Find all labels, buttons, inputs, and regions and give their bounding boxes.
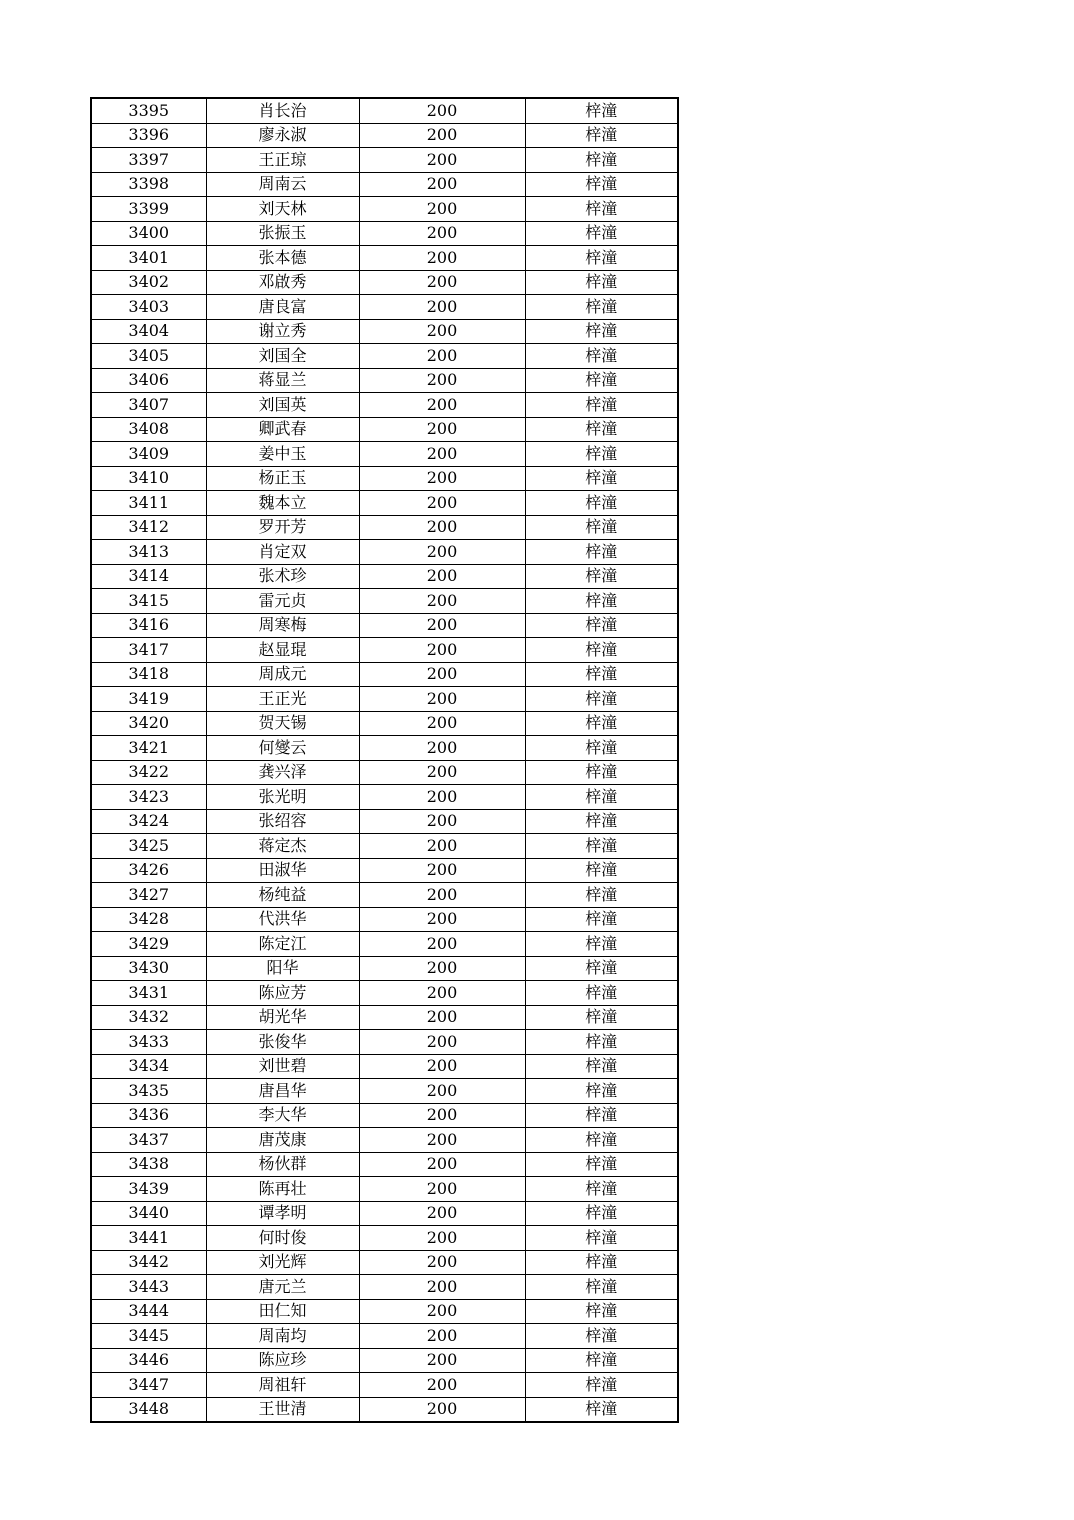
name-cell: 刘光辉 — [206, 1250, 359, 1275]
town-cell: 梓潼 — [525, 1177, 678, 1202]
amount-cell: 200 — [359, 295, 525, 320]
amount-cell: 200 — [359, 662, 525, 687]
amount-cell: 200 — [359, 344, 525, 369]
row-number-cell: 3406 — [91, 368, 206, 393]
table-row — [91, 1005, 678, 1030]
row-number-cell: 3447 — [91, 1373, 206, 1398]
name-cell: 王正琼 — [206, 148, 359, 173]
town-cell: 梓潼 — [525, 172, 678, 197]
amount-cell: 200 — [359, 589, 525, 614]
table-row — [91, 1348, 678, 1373]
amount-cell: 200 — [359, 932, 525, 957]
amount-cell: 200 — [359, 1005, 525, 1030]
row-number-cell: 3417 — [91, 638, 206, 663]
table-row — [91, 809, 678, 834]
amount-cell: 200 — [359, 760, 525, 785]
amount-cell: 200 — [359, 1275, 525, 1300]
name-cell: 杨纯益 — [206, 883, 359, 908]
name-cell: 陈应珍 — [206, 1348, 359, 1373]
town-cell: 梓潼 — [525, 760, 678, 785]
row-number-cell: 3448 — [91, 1397, 206, 1422]
table-row — [91, 687, 678, 712]
table-row — [91, 736, 678, 761]
table-row — [91, 589, 678, 614]
row-number-cell: 3422 — [91, 760, 206, 785]
name-cell: 张术珍 — [206, 564, 359, 589]
name-cell: 胡光华 — [206, 1005, 359, 1030]
name-cell: 何时俊 — [206, 1226, 359, 1251]
row-number-cell: 3411 — [91, 491, 206, 516]
row-number-cell: 3398 — [91, 172, 206, 197]
amount-cell: 200 — [359, 393, 525, 418]
town-cell: 梓潼 — [525, 123, 678, 148]
table-row — [91, 1226, 678, 1251]
town-cell: 梓潼 — [525, 883, 678, 908]
name-cell: 卿武春 — [206, 417, 359, 442]
name-cell: 唐昌华 — [206, 1079, 359, 1104]
amount-cell: 200 — [359, 123, 525, 148]
town-cell: 梓潼 — [525, 1250, 678, 1275]
row-number-cell: 3433 — [91, 1030, 206, 1055]
table-row — [91, 466, 678, 491]
table-row — [91, 907, 678, 932]
row-number-cell: 3440 — [91, 1201, 206, 1226]
amount-cell: 200 — [359, 981, 525, 1006]
name-cell: 周南云 — [206, 172, 359, 197]
amount-cell: 200 — [359, 515, 525, 540]
table-row — [91, 1079, 678, 1104]
amount-cell: 200 — [359, 221, 525, 246]
amount-cell: 200 — [359, 687, 525, 712]
amount-cell: 200 — [359, 834, 525, 859]
name-cell: 陈定江 — [206, 932, 359, 957]
town-cell: 梓潼 — [525, 1324, 678, 1349]
row-number-cell: 3426 — [91, 858, 206, 883]
row-number-cell: 3408 — [91, 417, 206, 442]
row-number-cell: 3397 — [91, 148, 206, 173]
town-cell: 梓潼 — [525, 1226, 678, 1251]
town-cell: 梓潼 — [525, 295, 678, 320]
amount-cell: 200 — [359, 148, 525, 173]
town-cell: 梓潼 — [525, 491, 678, 516]
table-row — [91, 662, 678, 687]
amount-cell: 200 — [359, 1201, 525, 1226]
row-number-cell: 3402 — [91, 270, 206, 295]
row-number-cell: 3437 — [91, 1128, 206, 1153]
table-row — [91, 1201, 678, 1226]
town-cell: 梓潼 — [525, 466, 678, 491]
amount-cell: 200 — [359, 809, 525, 834]
town-cell: 梓潼 — [525, 907, 678, 932]
town-cell: 梓潼 — [525, 638, 678, 663]
town-cell: 梓潼 — [525, 1103, 678, 1128]
name-cell: 张振玉 — [206, 221, 359, 246]
amount-cell: 200 — [359, 907, 525, 932]
table-row — [91, 393, 678, 418]
town-cell: 梓潼 — [525, 1079, 678, 1104]
amount-cell: 200 — [359, 1030, 525, 1055]
table-row — [91, 540, 678, 565]
amount-cell: 200 — [359, 613, 525, 638]
name-cell: 肖长治 — [206, 98, 359, 123]
town-cell: 梓潼 — [525, 736, 678, 761]
table-row — [91, 564, 678, 589]
row-number-cell: 3405 — [91, 344, 206, 369]
amount-cell: 200 — [359, 442, 525, 467]
amount-cell: 200 — [359, 956, 525, 981]
town-cell: 梓潼 — [525, 344, 678, 369]
amount-cell: 200 — [359, 319, 525, 344]
row-number-cell: 3404 — [91, 319, 206, 344]
table-row — [91, 368, 678, 393]
table-row — [91, 1177, 678, 1202]
name-cell: 代洪华 — [206, 907, 359, 932]
name-cell: 杨伙群 — [206, 1152, 359, 1177]
row-number-cell: 3415 — [91, 589, 206, 614]
row-number-cell: 3409 — [91, 442, 206, 467]
name-cell: 贺天锡 — [206, 711, 359, 736]
table-row — [91, 883, 678, 908]
town-cell: 梓潼 — [525, 956, 678, 981]
table-row — [91, 1275, 678, 1300]
table-row — [91, 1324, 678, 1349]
table-row — [91, 295, 678, 320]
amount-cell: 200 — [359, 1079, 525, 1104]
row-number-cell: 3400 — [91, 221, 206, 246]
row-number-cell: 3423 — [91, 785, 206, 810]
name-cell: 刘国英 — [206, 393, 359, 418]
amount-cell: 200 — [359, 417, 525, 442]
table-row — [91, 1250, 678, 1275]
name-cell: 刘世碧 — [206, 1054, 359, 1079]
amount-cell: 200 — [359, 883, 525, 908]
amount-cell: 200 — [359, 98, 525, 123]
name-cell: 唐良富 — [206, 295, 359, 320]
amount-cell: 200 — [359, 1348, 525, 1373]
town-cell: 梓潼 — [525, 858, 678, 883]
table-row — [91, 1128, 678, 1153]
amount-cell: 200 — [359, 1128, 525, 1153]
name-cell: 陈再壮 — [206, 1177, 359, 1202]
row-number-cell: 3434 — [91, 1054, 206, 1079]
row-number-cell: 3429 — [91, 932, 206, 957]
amount-cell: 200 — [359, 1250, 525, 1275]
name-cell: 龚兴泽 — [206, 760, 359, 785]
amount-cell: 200 — [359, 1373, 525, 1398]
table-row — [91, 1152, 678, 1177]
name-cell: 何燮云 — [206, 736, 359, 761]
row-number-cell: 3403 — [91, 295, 206, 320]
table-row — [91, 711, 678, 736]
amount-cell: 200 — [359, 1054, 525, 1079]
town-cell: 梓潼 — [525, 785, 678, 810]
name-cell: 罗开芳 — [206, 515, 359, 540]
amount-cell: 200 — [359, 1324, 525, 1349]
amount-cell: 200 — [359, 540, 525, 565]
row-number-cell: 3421 — [91, 736, 206, 761]
name-cell: 唐元兰 — [206, 1275, 359, 1300]
amount-cell: 200 — [359, 711, 525, 736]
town-cell: 梓潼 — [525, 932, 678, 957]
name-cell: 杨正玉 — [206, 466, 359, 491]
name-cell: 刘国全 — [206, 344, 359, 369]
table-row — [91, 172, 678, 197]
town-cell: 梓潼 — [525, 393, 678, 418]
table-row — [91, 319, 678, 344]
table-row — [91, 834, 678, 859]
table-row — [91, 613, 678, 638]
row-number-cell: 3418 — [91, 662, 206, 687]
row-number-cell: 3412 — [91, 515, 206, 540]
name-cell: 张绍容 — [206, 809, 359, 834]
town-cell: 梓潼 — [525, 834, 678, 859]
town-cell: 梓潼 — [525, 589, 678, 614]
amount-cell: 200 — [359, 736, 525, 761]
name-cell: 陈应芳 — [206, 981, 359, 1006]
row-number-cell: 3424 — [91, 809, 206, 834]
row-number-cell: 3430 — [91, 956, 206, 981]
amount-cell: 200 — [359, 1397, 525, 1422]
name-cell: 张本德 — [206, 246, 359, 271]
table-row — [91, 1299, 678, 1324]
name-cell: 谢立秀 — [206, 319, 359, 344]
town-cell: 梓潼 — [525, 1054, 678, 1079]
town-cell: 梓潼 — [525, 368, 678, 393]
row-number-cell: 3427 — [91, 883, 206, 908]
town-cell: 梓潼 — [525, 319, 678, 344]
table-row — [91, 858, 678, 883]
town-cell: 梓潼 — [525, 711, 678, 736]
table-row — [91, 98, 678, 123]
name-cell: 张俊华 — [206, 1030, 359, 1055]
table-row — [91, 270, 678, 295]
amount-cell: 200 — [359, 1103, 525, 1128]
table-row — [91, 981, 678, 1006]
row-number-cell: 3399 — [91, 197, 206, 222]
amount-cell: 200 — [359, 858, 525, 883]
row-number-cell: 3445 — [91, 1324, 206, 1349]
town-cell: 梓潼 — [525, 1348, 678, 1373]
table-row — [91, 760, 678, 785]
row-number-cell: 3413 — [91, 540, 206, 565]
row-number-cell: 3442 — [91, 1250, 206, 1275]
table-row — [91, 197, 678, 222]
name-cell: 李大华 — [206, 1103, 359, 1128]
table-row — [91, 956, 678, 981]
town-cell: 梓潼 — [525, 613, 678, 638]
table-row — [91, 442, 678, 467]
name-cell: 蒋定杰 — [206, 834, 359, 859]
town-cell: 梓潼 — [525, 981, 678, 1006]
name-cell: 王正光 — [206, 687, 359, 712]
table-row — [91, 417, 678, 442]
amount-cell: 200 — [359, 1177, 525, 1202]
table-row — [91, 785, 678, 810]
row-number-cell: 3395 — [91, 98, 206, 123]
table-row — [91, 1373, 678, 1398]
amount-cell: 200 — [359, 564, 525, 589]
table-row — [91, 491, 678, 516]
table-row — [91, 221, 678, 246]
town-cell: 梓潼 — [525, 270, 678, 295]
town-cell: 梓潼 — [525, 1128, 678, 1153]
row-number-cell: 3425 — [91, 834, 206, 859]
amount-cell: 200 — [359, 197, 525, 222]
table-row — [91, 344, 678, 369]
name-cell: 魏本立 — [206, 491, 359, 516]
amount-cell: 200 — [359, 1299, 525, 1324]
town-cell: 梓潼 — [525, 221, 678, 246]
row-number-cell: 3428 — [91, 907, 206, 932]
row-number-cell: 3401 — [91, 246, 206, 271]
town-cell: 梓潼 — [525, 442, 678, 467]
table-row — [91, 123, 678, 148]
name-cell: 唐茂康 — [206, 1128, 359, 1153]
name-cell: 张光明 — [206, 785, 359, 810]
name-cell: 周南均 — [206, 1324, 359, 1349]
row-number-cell: 3441 — [91, 1226, 206, 1251]
amount-cell: 200 — [359, 1226, 525, 1251]
row-number-cell: 3436 — [91, 1103, 206, 1128]
name-cell: 肖定双 — [206, 540, 359, 565]
town-cell: 梓潼 — [525, 1299, 678, 1324]
town-cell: 梓潼 — [525, 1373, 678, 1398]
town-cell: 梓潼 — [525, 148, 678, 173]
name-cell: 田淑华 — [206, 858, 359, 883]
amount-cell: 200 — [359, 270, 525, 295]
town-cell: 梓潼 — [525, 564, 678, 589]
name-cell: 谭孝明 — [206, 1201, 359, 1226]
town-cell: 梓潼 — [525, 1005, 678, 1030]
table-row — [91, 1397, 678, 1422]
name-cell: 周祖轩 — [206, 1373, 359, 1398]
row-number-cell: 3420 — [91, 711, 206, 736]
name-cell: 蒋显兰 — [206, 368, 359, 393]
town-cell: 梓潼 — [525, 662, 678, 687]
row-number-cell: 3431 — [91, 981, 206, 1006]
row-number-cell: 3414 — [91, 564, 206, 589]
row-number-cell: 3438 — [91, 1152, 206, 1177]
row-number-cell: 3439 — [91, 1177, 206, 1202]
table-body — [91, 98, 678, 1422]
town-cell: 梓潼 — [525, 98, 678, 123]
name-cell: 王世清 — [206, 1397, 359, 1422]
name-cell: 雷元贞 — [206, 589, 359, 614]
name-cell: 周寒梅 — [206, 613, 359, 638]
table-row — [91, 1103, 678, 1128]
table-row — [91, 1030, 678, 1055]
row-number-cell: 3435 — [91, 1079, 206, 1104]
row-number-cell: 3443 — [91, 1275, 206, 1300]
town-cell: 梓潼 — [525, 246, 678, 271]
data-table — [90, 97, 679, 1423]
amount-cell: 200 — [359, 466, 525, 491]
name-cell: 邓啟秀 — [206, 270, 359, 295]
amount-cell: 200 — [359, 491, 525, 516]
name-cell: 廖永淑 — [206, 123, 359, 148]
table-row — [91, 1054, 678, 1079]
name-cell: 周成元 — [206, 662, 359, 687]
name-cell: 赵显琨 — [206, 638, 359, 663]
town-cell: 梓潼 — [525, 197, 678, 222]
row-number-cell: 3416 — [91, 613, 206, 638]
town-cell: 梓潼 — [525, 417, 678, 442]
table-row — [91, 246, 678, 271]
table-row — [91, 932, 678, 957]
town-cell: 梓潼 — [525, 540, 678, 565]
town-cell: 梓潼 — [525, 1397, 678, 1422]
table-row — [91, 638, 678, 663]
town-cell: 梓潼 — [525, 1152, 678, 1177]
row-number-cell: 3410 — [91, 466, 206, 491]
town-cell: 梓潼 — [525, 809, 678, 834]
row-number-cell: 3446 — [91, 1348, 206, 1373]
name-cell: 刘天林 — [206, 197, 359, 222]
row-number-cell: 3407 — [91, 393, 206, 418]
amount-cell: 200 — [359, 638, 525, 663]
town-cell: 梓潼 — [525, 1275, 678, 1300]
name-cell: 阳华 — [206, 956, 359, 981]
town-cell: 梓潼 — [525, 687, 678, 712]
town-cell: 梓潼 — [525, 1030, 678, 1055]
amount-cell: 200 — [359, 246, 525, 271]
name-cell: 田仁知 — [206, 1299, 359, 1324]
amount-cell: 200 — [359, 172, 525, 197]
name-cell: 姜中玉 — [206, 442, 359, 467]
town-cell: 梓潼 — [525, 1201, 678, 1226]
table-row — [91, 515, 678, 540]
table-row — [91, 148, 678, 173]
amount-cell: 200 — [359, 368, 525, 393]
row-number-cell: 3432 — [91, 1005, 206, 1030]
row-number-cell: 3419 — [91, 687, 206, 712]
town-cell: 梓潼 — [525, 515, 678, 540]
row-number-cell: 3444 — [91, 1299, 206, 1324]
amount-cell: 200 — [359, 1152, 525, 1177]
amount-cell: 200 — [359, 785, 525, 810]
row-number-cell: 3396 — [91, 123, 206, 148]
